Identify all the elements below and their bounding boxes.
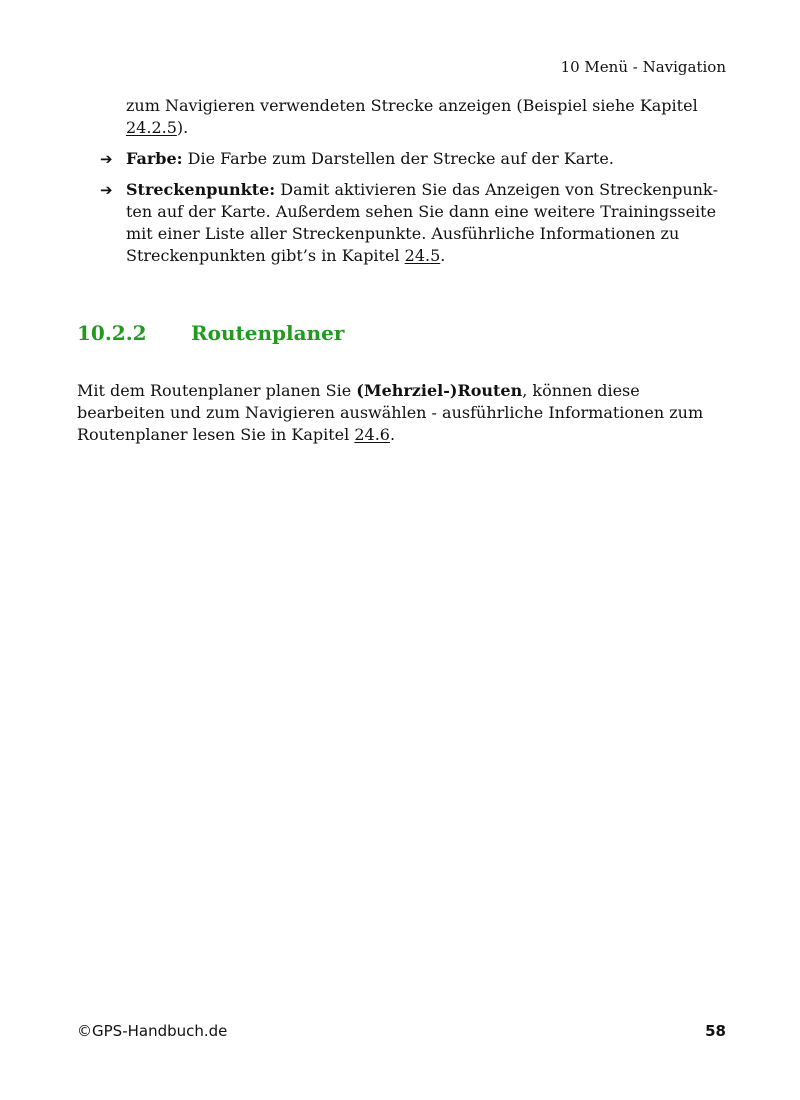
right-arrow-icon: ➔ bbox=[100, 150, 113, 168]
bullet-item-streckenpunkte bbox=[77, 179, 727, 267]
continuation-text: zum Navigieren verwendeten Strecke anzeigen (Beispiel siehe Kapitel bbox=[126, 96, 698, 115]
body-paragraph bbox=[77, 380, 727, 446]
section-heading bbox=[77, 319, 727, 347]
paragraph-text: Mit dem Routenplaner planen Sie bbox=[77, 381, 357, 400]
paragraph-middle: , können diese bearbeiten und zum Navigieren auswählen - ausführliche Informationen zum Routenplaner lesen Sie in Kapitel bbox=[77, 381, 704, 444]
running-header: 10 Menü - Navigation bbox=[560, 58, 726, 76]
bullet-term: Farbe: bbox=[126, 149, 183, 168]
footer-copyright: ©GPS-Handbuch.de bbox=[77, 1022, 228, 1040]
page-content bbox=[77, 95, 727, 462]
chapter-link[interactable]: 24.6 bbox=[354, 425, 390, 444]
bullet-item-farbe bbox=[77, 148, 727, 170]
bullet-term: Streckenpunkte: bbox=[126, 180, 276, 199]
chapter-link[interactable]: 24.2.5 bbox=[126, 118, 177, 137]
section-number: 10.2.2 bbox=[77, 321, 147, 345]
page-number: 58 bbox=[705, 1022, 726, 1040]
bullet-text: Damit aktivieren Sie das Anzeigen von Streckenpunkten auf der Karte. Außerdem sehen Sie dann eine weitere Trainingsseite mit einer Liste aller Streckenpunkte. Ausführliche Informationen zu Streckenpunkten gibt’s in Kapitel bbox=[126, 180, 719, 265]
paragraph-strong: (Mehrziel-)Routen bbox=[356, 381, 523, 400]
bullet-text: Die Farbe zum Darstellen der Strecke auf der Karte. bbox=[182, 149, 614, 168]
continuation-paragraph bbox=[126, 95, 727, 139]
continuation-after: ). bbox=[176, 118, 189, 137]
bullet-after: . bbox=[440, 246, 446, 265]
section-title: Routenplaner bbox=[191, 321, 345, 345]
chapter-link[interactable]: 24.5 bbox=[404, 246, 441, 265]
paragraph-after: . bbox=[389, 425, 396, 444]
right-arrow-icon: ➔ bbox=[100, 181, 113, 199]
